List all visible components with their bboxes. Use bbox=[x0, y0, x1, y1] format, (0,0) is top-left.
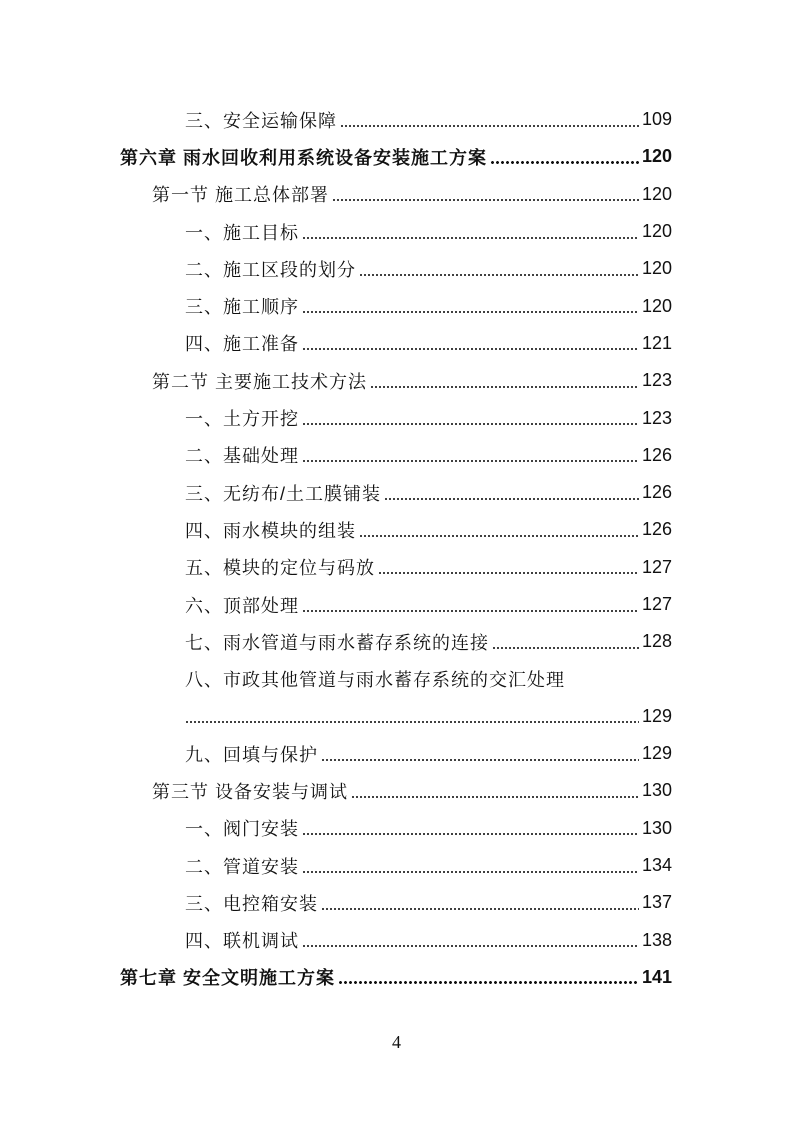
toc-title: 七、雨水管道与雨水蓄存系统的连接 bbox=[185, 632, 489, 653]
toc-title: 第三节 设备安装与调试 bbox=[152, 781, 348, 802]
toc-item[interactable] bbox=[0, 810, 793, 847]
dot-leader bbox=[302, 304, 639, 314]
page-number: 4 bbox=[392, 1032, 401, 1052]
toc-section[interactable] bbox=[0, 176, 793, 213]
toc-page: 137 bbox=[641, 892, 672, 913]
toc-title: 四、施工准备 bbox=[185, 334, 299, 355]
toc-item[interactable] bbox=[0, 660, 793, 697]
toc-item[interactable] bbox=[0, 101, 793, 138]
toc-page: 123 bbox=[641, 407, 672, 428]
toc-title: 第一节 施工总体部署 bbox=[152, 185, 330, 206]
toc-page: 128 bbox=[641, 631, 672, 652]
toc-item[interactable] bbox=[0, 884, 793, 921]
toc-item[interactable] bbox=[0, 623, 793, 660]
dot-leader bbox=[359, 528, 639, 538]
toc-page: 126 bbox=[641, 519, 672, 540]
dot-leader bbox=[359, 267, 639, 277]
toc-item[interactable] bbox=[0, 735, 793, 772]
toc-page: 127 bbox=[641, 594, 672, 614]
dot-leader bbox=[302, 864, 639, 874]
toc-item[interactable] bbox=[0, 586, 793, 623]
dot-leader bbox=[302, 938, 639, 948]
dot-leader bbox=[302, 453, 639, 463]
toc-page: 130 bbox=[641, 817, 672, 838]
toc-section[interactable] bbox=[0, 362, 793, 399]
toc-page: 129 bbox=[641, 743, 672, 764]
toc-title: 四、联机调试 bbox=[185, 931, 299, 952]
dot-leader bbox=[321, 901, 639, 911]
toc-page: 126 bbox=[641, 482, 672, 503]
dot-leader bbox=[490, 155, 639, 165]
toc-item[interactable] bbox=[0, 549, 793, 586]
toc-item[interactable] bbox=[0, 399, 793, 436]
toc-page: 120 bbox=[641, 221, 672, 242]
toc-title: 第六章 雨水回收利用系统设备安装施工方案 bbox=[120, 147, 487, 168]
toc-page: 120 bbox=[641, 183, 672, 204]
toc-item[interactable] bbox=[0, 511, 793, 548]
toc-title: 五、模块的定位与码放 bbox=[185, 558, 375, 579]
dot-leader bbox=[332, 192, 639, 202]
dot-leader bbox=[302, 826, 639, 836]
dot-leader bbox=[185, 714, 639, 724]
toc-item[interactable] bbox=[0, 250, 793, 287]
toc-title: 九、回填与保护 bbox=[185, 744, 318, 765]
toc-item[interactable] bbox=[0, 698, 793, 735]
toc-item[interactable] bbox=[0, 847, 793, 884]
toc-page: 129 bbox=[641, 705, 672, 726]
toc-page: 120 bbox=[641, 258, 672, 279]
toc-title: 第七章 安全文明施工方案 bbox=[120, 968, 335, 989]
dot-leader bbox=[340, 118, 639, 128]
toc-item[interactable] bbox=[0, 325, 793, 362]
toc-page: 141 bbox=[641, 966, 672, 987]
toc-item[interactable] bbox=[0, 213, 793, 250]
dot-leader bbox=[378, 565, 639, 575]
dot-leader bbox=[302, 341, 639, 351]
toc-item[interactable] bbox=[0, 437, 793, 474]
toc-page: 120 bbox=[641, 295, 672, 316]
toc-title: 一、土方开挖 bbox=[185, 409, 299, 430]
toc-title: 六、顶部处理 bbox=[185, 595, 299, 616]
toc-title: 三、电控箱安装 bbox=[185, 893, 318, 914]
toc-page: 123 bbox=[641, 370, 672, 391]
toc-title: 二、管道安装 bbox=[185, 856, 299, 877]
toc-item[interactable] bbox=[0, 922, 793, 959]
toc-page: 121 bbox=[641, 332, 672, 353]
dot-leader bbox=[302, 416, 639, 426]
toc-item[interactable] bbox=[0, 474, 793, 511]
toc-page: 126 bbox=[641, 444, 672, 465]
toc-title: 三、无纺布/土工膜铺装 bbox=[185, 483, 381, 504]
table-of-contents bbox=[0, 101, 793, 996]
dot-leader bbox=[351, 789, 639, 799]
dot-leader bbox=[492, 640, 639, 650]
toc-title: 第二节 主要施工技术方法 bbox=[152, 371, 367, 392]
toc-chapter[interactable] bbox=[0, 959, 793, 996]
toc-page: 127 bbox=[641, 556, 672, 577]
dot-leader bbox=[338, 975, 639, 985]
toc-item[interactable] bbox=[0, 287, 793, 324]
toc-title: 四、雨水模块的组装 bbox=[185, 520, 356, 541]
dot-leader bbox=[321, 752, 639, 762]
toc-chapter[interactable] bbox=[0, 138, 793, 175]
dot-leader bbox=[370, 379, 639, 389]
toc-section[interactable] bbox=[0, 772, 793, 809]
toc-page: 134 bbox=[641, 855, 672, 876]
toc-title: 八、市政其他管道与雨水蓄存系统的交汇处理 bbox=[185, 670, 565, 691]
toc-title: 一、阀门安装 bbox=[185, 819, 299, 840]
dot-leader bbox=[302, 230, 639, 240]
toc-title: 一、施工目标 bbox=[185, 222, 299, 243]
toc-page: 120 bbox=[641, 146, 672, 167]
toc-title: 三、施工顺序 bbox=[185, 297, 299, 318]
toc-page: 109 bbox=[641, 109, 672, 130]
toc-page: 138 bbox=[641, 929, 672, 950]
toc-title: 二、基础处理 bbox=[185, 446, 299, 467]
dot-leader bbox=[302, 603, 639, 613]
dot-leader bbox=[384, 491, 639, 501]
toc-page: 130 bbox=[641, 780, 672, 801]
toc-title: 二、施工区段的划分 bbox=[185, 259, 356, 280]
toc-title: 三、安全运输保障 bbox=[185, 110, 337, 131]
